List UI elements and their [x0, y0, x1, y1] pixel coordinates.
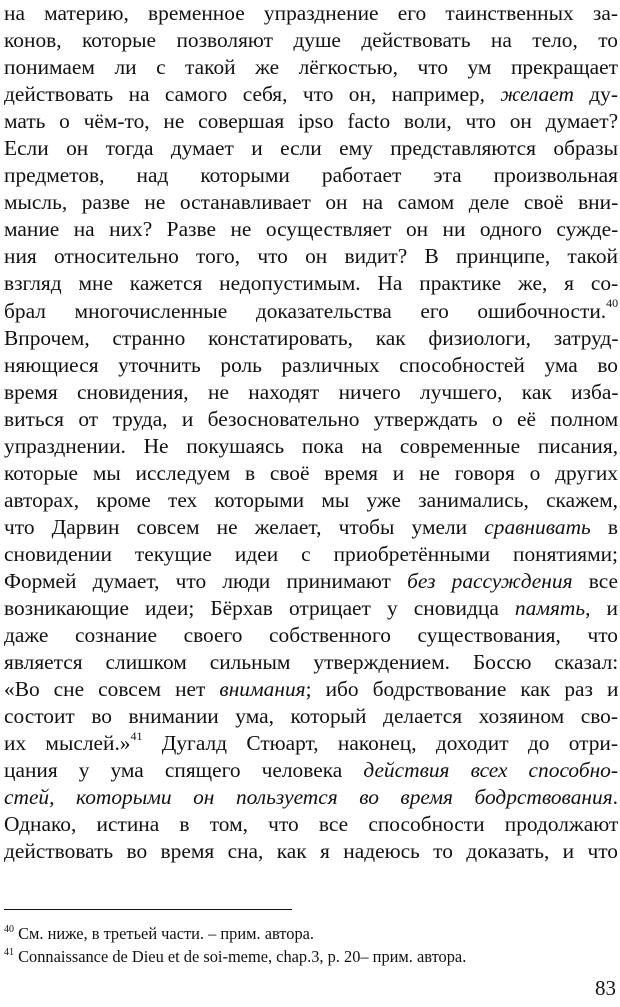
text-line — [4, 81, 618, 108]
text-segment: возникающие идеи; Бёрхав отрицает у сновидца — [4, 596, 515, 621]
text-segment: время сновидения, не находят ничего лучшего, как изба- — [4, 379, 619, 404]
text-segment: их мыслей.» — [4, 731, 131, 756]
footnote-separator — [4, 909, 292, 910]
text-line — [4, 514, 618, 541]
text-segment: конов, которые позволяют душе действовать на тело, то — [4, 28, 618, 53]
text-line — [4, 189, 618, 216]
text-segment: которые мы исследуем в своё время и не говоря о других — [4, 460, 618, 485]
text-segment: действовать на самого себя, что он, например, — [4, 82, 501, 107]
text-segment: , и — [585, 596, 618, 621]
text-line — [4, 487, 618, 514]
footnote-number: 40 — [4, 923, 14, 935]
text-segment: няющиеся уточнить роль различных способностей ума во — [4, 352, 618, 377]
text-line — [4, 298, 618, 325]
page-number: 83 — [595, 976, 616, 1000]
text-segment: виться от труда, и безосновательно утверждать о её полном — [4, 406, 619, 431]
text-segment: состоит во внимании ума, который делается хозяином сво- — [4, 704, 618, 729]
text-line — [4, 352, 618, 379]
text-segment: предметов, над которыми работает эта произвольная — [4, 163, 618, 188]
main-text — [4, 0, 618, 866]
text-line — [4, 325, 618, 352]
text-line — [4, 0, 618, 27]
footnotes — [4, 922, 618, 968]
italic-text: стей, которыми он пользуется во время бодрствования — [4, 785, 613, 810]
text-line — [4, 243, 618, 270]
footnote-reference: 40 — [606, 296, 619, 311]
text-line — [4, 757, 618, 784]
text-segment: «Во сне совсем нет — [4, 677, 220, 702]
text-segment: Однако, истина в том, что все способности продолжают — [4, 812, 619, 837]
text-segment: ния относительно того, что он видит? В принципе, такой — [4, 244, 618, 269]
text-segment: даже сознание своего собственного существования, что — [4, 623, 618, 648]
text-segment: взгляд мне кажется недопустимым. На практике же, я со- — [4, 271, 619, 296]
text-line — [4, 406, 618, 433]
italic-text: память — [514, 596, 586, 621]
text-line — [4, 622, 618, 649]
footnote-text: См. ниже, в третьей части. – прим. автора. — [18, 924, 315, 943]
italic-text: действия всех способно- — [363, 758, 619, 783]
text-segment: сновидении текущие идеи с приобретёнными понятиями; — [4, 541, 618, 566]
text-line — [4, 568, 618, 595]
text-line — [4, 162, 618, 189]
text-segment: . — [612, 785, 618, 810]
text-line — [4, 108, 618, 135]
text-line — [4, 216, 618, 243]
text-line — [4, 649, 618, 676]
italic-text: желает — [500, 82, 574, 107]
text-segment: цания у ума спящего человека — [4, 758, 364, 783]
text-line — [4, 460, 618, 487]
footnote-text: Connaissance de Dieu et de soi-meme, chap.3, p. 20– прим. автора. — [18, 947, 467, 966]
text-segment: Впрочем, странно констатировать, как физиологи, затруд- — [4, 325, 619, 350]
text-line — [4, 784, 618, 811]
text-segment: все — [572, 568, 618, 593]
footnote — [4, 945, 618, 968]
text-segment: авторах, кроме тех которыми мы уже занимались, скажем, — [4, 487, 618, 512]
text-line — [4, 730, 618, 757]
text-segment: ; ибо бодрствование как раз и — [305, 677, 619, 702]
text-segment: упразднении. Не покушаясь пока на современные писания, — [4, 433, 619, 458]
text-line — [4, 595, 618, 622]
text-segment: является слишком сильным утверждением. Боссю сказал: — [4, 650, 619, 675]
text-line — [4, 703, 618, 730]
text-line — [4, 676, 618, 703]
footnote-number: 41 — [4, 946, 14, 958]
text-line — [4, 27, 618, 54]
text-segment: мание на них? Разве не осуществляет он ни одного сужде- — [4, 217, 619, 242]
italic-text: сравнивать — [484, 514, 591, 539]
text-segment: что Дарвин совсем не желает, чтобы умели — [4, 514, 485, 539]
text-segment: Формей думает, что люди принимают — [4, 568, 408, 593]
text-line — [4, 54, 618, 81]
italic-text: внимания — [219, 677, 306, 702]
footnote — [4, 922, 618, 945]
text-line — [4, 811, 618, 838]
text-line — [4, 433, 618, 460]
text-segment: мать о чём-то, не совершая ipso facto воли, что он думает? — [4, 109, 619, 134]
text-segment: понимаем ли с такой же лёгкостью, что ум прекращает — [4, 55, 618, 80]
text-segment: действовать во время сна, как я надеюсь то доказать, и что — [4, 839, 618, 864]
text-segment: на материю, временное упразднение его таинственных за- — [4, 1, 618, 25]
text-segment: Дугалд Стюарт, наконец, доходит до отри- — [142, 731, 618, 756]
text-line — [4, 541, 618, 568]
text-line — [4, 838, 618, 865]
text-line — [4, 379, 618, 406]
text-line — [4, 135, 618, 162]
footnote-reference: 41 — [130, 729, 143, 744]
italic-text: без рассуждения — [407, 568, 573, 593]
text-segment: брал многочисленные доказательства его ошибочности. — [4, 298, 607, 323]
text-segment: Если он тогда думает и если ему представляются образы — [4, 136, 618, 161]
text-segment: мысль, разве не останавливает он на самом деле своё вни- — [4, 190, 619, 215]
text-segment: в — [590, 514, 619, 539]
text-line — [4, 270, 618, 297]
text-segment: ду- — [573, 82, 618, 107]
